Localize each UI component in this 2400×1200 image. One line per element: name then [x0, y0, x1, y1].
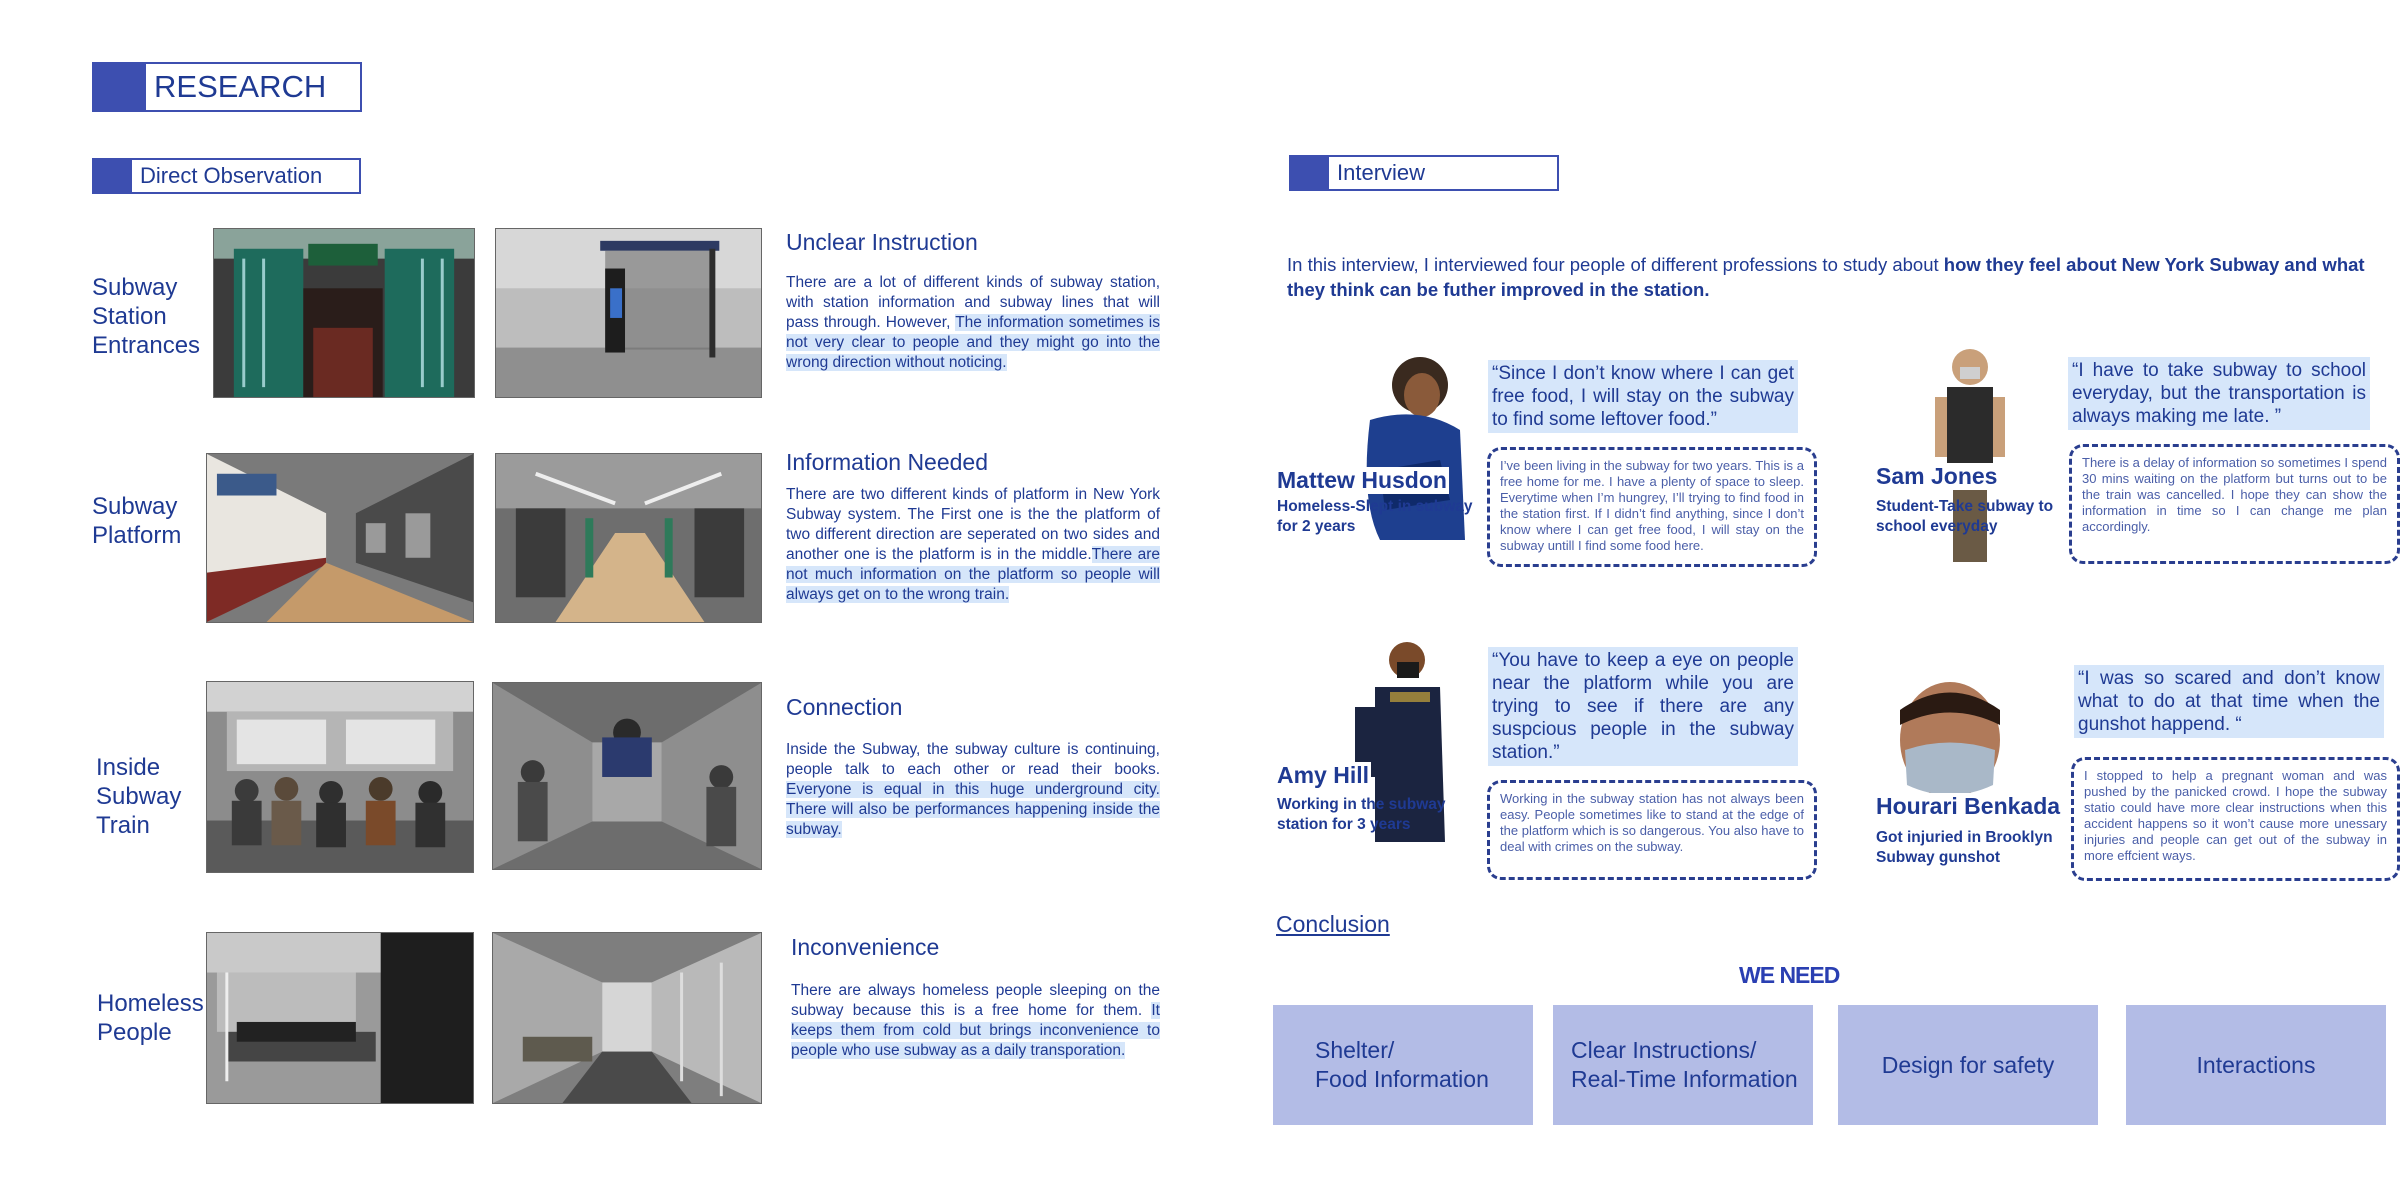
train-passengers-photo [206, 681, 474, 873]
hourari-benkada-photo [1885, 680, 2015, 802]
header-accent-block [94, 64, 146, 110]
interview-header [1289, 155, 1559, 191]
row-label-subway-platform: Subway Platform [92, 493, 182, 549]
center-platform-photo [495, 453, 762, 623]
person-description: Got injuried in Brooklyn Subway gunshot [1876, 829, 2053, 866]
person-quote: “You have to keep a eye on people near the platform while you are trying to see if there are any suspcious people in the subway station.” [1488, 647, 1798, 766]
observation-body-text: There are two different kinds of platform in New York Subway system. The First one is the the platform of two different direction are seperated on two sides and another one is the platform is in the middle. [786, 486, 1160, 563]
intro-text: In this interview, I interviewed four people of different professions to study about [1287, 254, 1944, 275]
page-title: RESEARCH [154, 69, 327, 104]
observation-body-connection [786, 740, 1160, 840]
need-box-line: Shelter/ [1315, 1037, 1395, 1063]
row-label-homeless-people: Homeless People [97, 990, 204, 1046]
direct-observation-title: Direct Observation [140, 163, 323, 188]
need-box-instructions [1553, 1005, 1813, 1125]
row-label-inside-train: Inside Subway Train [96, 754, 182, 839]
observation-body-text: There are a lot of different kinds of subway station, with station information and subway lines that will pass through. However, [786, 274, 1160, 331]
observation-body-highlight: It keeps them from cold but brings inconvenience to people who use subway as a daily transporation. [791, 1002, 1160, 1059]
person-name: Hourari Benkada [1876, 793, 2061, 819]
need-box-text [1571, 1036, 1798, 1094]
need-box-text [2197, 1051, 2316, 1080]
homeless-sleeping-photo [206, 932, 474, 1104]
observation-body-highlight: The information sometimes is not very clear to people and they might go into the wrong direction without noticing. [786, 314, 1160, 371]
subway-entrance-kiosk-photo [495, 228, 762, 398]
person-story: I’ve been living in the subway for two years. This is a free home for me. I have a plenty of space to sleep. Everytime when I’m hungrey, I’ll trying to find food in the station first. If I didn’t find anything, since I don’t know where I can get free food, I will stay on the subway untill I find some food here. [1487, 447, 1817, 567]
interview-title: Interview [1337, 160, 1426, 185]
person-description: Student-Take subway to school everyday [1876, 498, 2054, 535]
direct-observation-header [92, 158, 361, 194]
section-accent-block [1291, 157, 1329, 189]
person-name: Mattew Husdon [1277, 467, 1447, 493]
observation-body-unclear-instruction [786, 273, 1160, 373]
person-quote: “I was so scared and don’t know what to do at that time when the gunshot happend. “ [2074, 665, 2384, 738]
need-box-line: Interactions [2196, 1051, 2316, 1078]
need-box-safety [1838, 1005, 2098, 1125]
need-box-line: Clear Instructions/ [1571, 1037, 1757, 1063]
conclusion-title: Conclusion [1276, 911, 1390, 937]
person-name: Sam Jones [1876, 463, 1998, 489]
observation-title-unclear-instruction: Unclear Instruction [786, 229, 978, 255]
need-box-line: Real-Time Information [1571, 1066, 1798, 1092]
interview-intro [1287, 252, 2377, 302]
person-quote: “Since I don’t know where I can get free food, I will stay on the subway to find some leftover food.” [1488, 360, 1798, 433]
need-box-shelter [1273, 1005, 1533, 1125]
intro-bold-text: how they feel about New York Subway and what they think can be futher improved in the station. [1287, 254, 2365, 300]
need-box-line: Design for safety [1881, 1051, 2055, 1078]
need-box-text [1882, 1051, 2055, 1080]
person-story: There is a delay of information so sometimes I spend 30 mins waiting on the platform but turns out to be the train was cancelled. I hope they can show the information in time so I can change me plan accordingly. [2069, 444, 2400, 564]
we-need-title: WE NEED [1739, 962, 1840, 988]
observation-title-information-needed: Information Needed [786, 449, 989, 475]
observation-body-highlight: There are not much information on the platform so people will always get on to the wrong train. [786, 546, 1160, 603]
observation-body-text: There are always homeless people sleeping on the subway because this is a free home for them. [791, 982, 1160, 1019]
person-story: I stopped to help a pregnant woman and was pushed by the panicked crowd. I hope the subway statio could have more clear instructions when this accident happens so it won’t cause more unessary injuries and people can get out of the subway in more effcient ways. [2071, 757, 2400, 881]
observation-body-highlight: Everyone is equal in this huge underground city. There will also be performances happening inside the subway. [786, 781, 1160, 838]
person-description: Working in the subway station for 3 years [1277, 796, 1446, 833]
person-name: Amy Hill [1277, 762, 1370, 788]
person-story: Working in the subway station has not always been easy. People sometimes like to stand at the edge of the platform which is so dangerous. You also have to deal with crimes on the subway. [1487, 780, 1817, 880]
train-performers-photo [492, 682, 762, 870]
person-quote: “I have to take subway to school everyday, but the transportation is always making me late. ” [2068, 357, 2370, 430]
observation-body-information-needed [786, 485, 1160, 605]
observation-title-connection: Connection [786, 694, 903, 720]
need-box-line: Food Information [1315, 1066, 1489, 1092]
need-box-interactions [2126, 1005, 2386, 1125]
side-platform-photo [206, 453, 474, 623]
section-accent-block [94, 160, 132, 192]
row-label-station-entrances: Subway Station Entrances [92, 274, 201, 359]
subway-entrance-stairs-photo [213, 228, 475, 398]
person-description: Homeless-Slept in subway for 2 years [1277, 498, 1473, 535]
observation-body-inconvenience [791, 981, 1160, 1061]
need-box-text [1315, 1036, 1489, 1094]
research-header [92, 62, 362, 112]
observation-body-text: Inside the Subway, the subway culture is continuing, people talk to each other or read their books. [786, 741, 1160, 778]
observation-title-inconvenience: Inconvenience [791, 934, 940, 960]
homeless-car-photo [492, 932, 762, 1104]
